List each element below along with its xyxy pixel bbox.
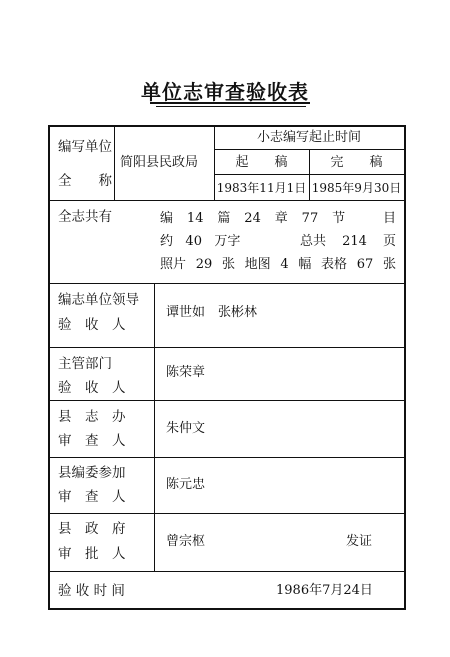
summary-row-2-right bbox=[300, 234, 396, 250]
summary-label: 全志共有 bbox=[58, 209, 112, 225]
leader-label-line2: 验 收 人 bbox=[58, 317, 126, 333]
start-date-value: 1983年11月1日 bbox=[216, 181, 307, 195]
summary-cell: 4 bbox=[280, 257, 289, 272]
committee-label-line1: 县编委参加 bbox=[58, 465, 126, 481]
unit-name-value: 简阳县民政局 bbox=[120, 155, 199, 170]
end-date-value: 1985年9月30日 bbox=[311, 181, 402, 195]
office-label-line2: 审 查 人 bbox=[58, 433, 126, 449]
summary-cell: 万字 bbox=[214, 234, 241, 249]
unit-label-line1: 编写单位 bbox=[58, 139, 112, 155]
row-divider bbox=[50, 400, 404, 401]
summary-cell: 40 bbox=[185, 234, 202, 249]
summary-cell: 章 bbox=[274, 211, 288, 226]
summary-cell: 表格 bbox=[321, 257, 348, 272]
office-label-line1: 县 志 办 bbox=[58, 409, 126, 425]
acceptance-date-value: 1986年7月24日 bbox=[276, 583, 373, 598]
title-underline-thin bbox=[156, 106, 306, 107]
title-underline bbox=[150, 102, 310, 104]
summary-cell: 24 bbox=[244, 211, 261, 226]
summary-cell: 地图 bbox=[244, 257, 271, 272]
row-divider bbox=[50, 513, 404, 514]
summary-cell: 77 bbox=[301, 211, 319, 226]
summary-cell: 幅 bbox=[298, 257, 312, 272]
start-label: 起 稿 bbox=[235, 155, 288, 170]
government-label-line1: 县 政 府 bbox=[58, 521, 126, 537]
summary-cell: 29 bbox=[195, 257, 213, 272]
summary-cell: 编 bbox=[160, 211, 174, 226]
certificate-note: 发证 bbox=[346, 534, 373, 549]
row-divider bbox=[50, 457, 404, 458]
committee-value: 陈元忠 bbox=[166, 477, 206, 492]
summary-cell: 总共 bbox=[300, 234, 327, 249]
office-value: 朱仲文 bbox=[166, 421, 206, 436]
leader-label-line1: 编志单位领导 bbox=[58, 292, 139, 308]
summary-cell: 页 bbox=[382, 234, 396, 249]
row-divider bbox=[50, 571, 404, 572]
leader-value: 谭世如 张彬林 bbox=[166, 305, 258, 320]
summary-cell: 张 bbox=[382, 257, 396, 272]
row-divider bbox=[50, 283, 404, 284]
summary-cell: 67 bbox=[356, 257, 374, 272]
summary-cell: 篇 bbox=[217, 211, 231, 226]
column-divider bbox=[154, 283, 155, 571]
government-value: 曾宗枢 bbox=[166, 534, 206, 549]
government-label-line2: 审 批 人 bbox=[58, 546, 126, 562]
summary-row-3 bbox=[160, 257, 396, 273]
end-label: 完 稿 bbox=[330, 155, 383, 170]
summary-cell: 214 bbox=[342, 234, 367, 249]
document-title: 单位志审查验收表 bbox=[141, 80, 309, 104]
summary-cell bbox=[359, 211, 369, 227]
summary-cell: 目 bbox=[382, 211, 396, 226]
column-divider bbox=[114, 127, 115, 200]
summary-cell: 14 bbox=[186, 211, 204, 226]
summary-cell: 张 bbox=[221, 257, 235, 272]
summary-row-2-left bbox=[160, 234, 240, 250]
dept-value: 陈荣章 bbox=[166, 365, 206, 380]
dept-label-line1: 主管部门 bbox=[58, 356, 112, 372]
row-divider bbox=[50, 347, 404, 348]
committee-label-line2: 审 查 人 bbox=[58, 489, 126, 505]
summary-cell: 照片 bbox=[160, 257, 187, 272]
review-form-table bbox=[48, 125, 406, 610]
unit-label-line2: 全 称 bbox=[58, 173, 112, 189]
period-label: 小志编写起止时间 bbox=[256, 130, 361, 145]
dept-label-line2: 验 收 人 bbox=[58, 380, 126, 396]
acceptance-time-label: 验 收 时 间 bbox=[58, 583, 125, 599]
summary-cell: 节 bbox=[332, 211, 346, 226]
summary-row-1 bbox=[160, 211, 396, 227]
row-divider bbox=[50, 200, 404, 201]
summary-cell: 约 bbox=[160, 234, 174, 249]
